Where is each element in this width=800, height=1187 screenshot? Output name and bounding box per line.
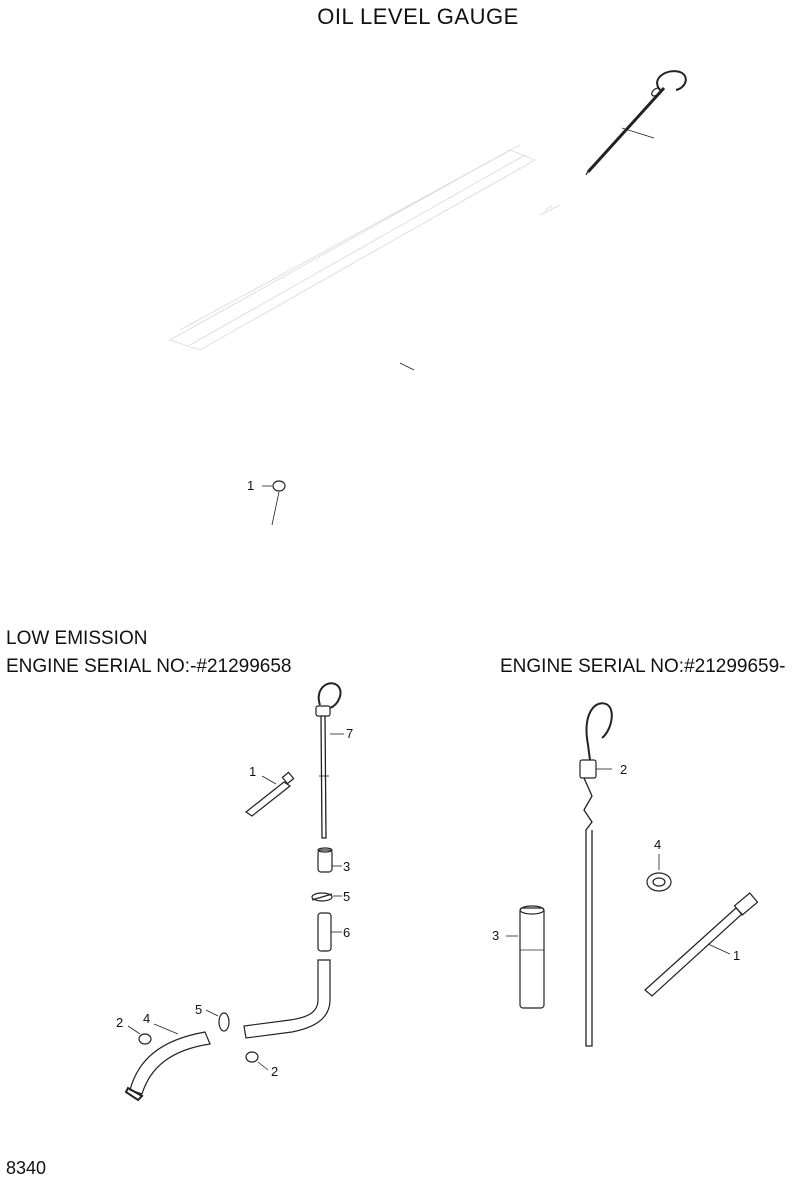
- left-clip-upper: [312, 893, 342, 901]
- left-sleeve: [318, 848, 342, 872]
- callout-left-7: 7: [346, 726, 354, 741]
- top-engine-ghost: [170, 145, 560, 350]
- page-title: OIL LEVEL GAUGE: [317, 4, 519, 29]
- callout-left-2b: 2: [271, 1064, 279, 1079]
- left-dipstick: [316, 683, 344, 838]
- right-dipstick: [580, 703, 612, 1046]
- callout-left-1: 1: [249, 764, 257, 779]
- left-clip-lower: [206, 1010, 229, 1031]
- right-tie-strap: [645, 893, 758, 996]
- callout-left-5b: 5: [195, 1002, 203, 1017]
- left-tube-straight: [318, 913, 342, 951]
- low-emission-label: LOW EMISSION: [6, 628, 148, 649]
- right-tube: [506, 906, 544, 1008]
- left-tube-bent: [244, 960, 330, 1038]
- top-dipstick: [586, 71, 686, 175]
- right-grommet: [647, 854, 671, 891]
- callout-left-6: 6: [343, 925, 351, 940]
- callout-right-2: 2: [620, 762, 628, 777]
- callout-right-1: 1: [733, 948, 741, 963]
- left-hose-curved: [126, 1024, 210, 1100]
- callout-top-1: 1: [247, 478, 255, 493]
- callout-left-2a: 2: [116, 1015, 124, 1030]
- callout-left-3: 3: [343, 859, 351, 874]
- left-cap-b: [246, 1052, 268, 1070]
- serial-range-left: ENGINE SERIAL NO:-#21299658: [6, 656, 292, 677]
- callout-left-5a: 5: [343, 889, 351, 904]
- callout-right-4: 4: [654, 837, 662, 852]
- left-cap-a: [128, 1026, 151, 1044]
- callout-left-4: 4: [143, 1011, 151, 1026]
- serial-range-right: ENGINE SERIAL NO:#21299659-: [500, 656, 786, 677]
- top-cap: [262, 481, 285, 525]
- page-number: 8340: [6, 1158, 47, 1178]
- callout-right-3: 3: [492, 928, 500, 943]
